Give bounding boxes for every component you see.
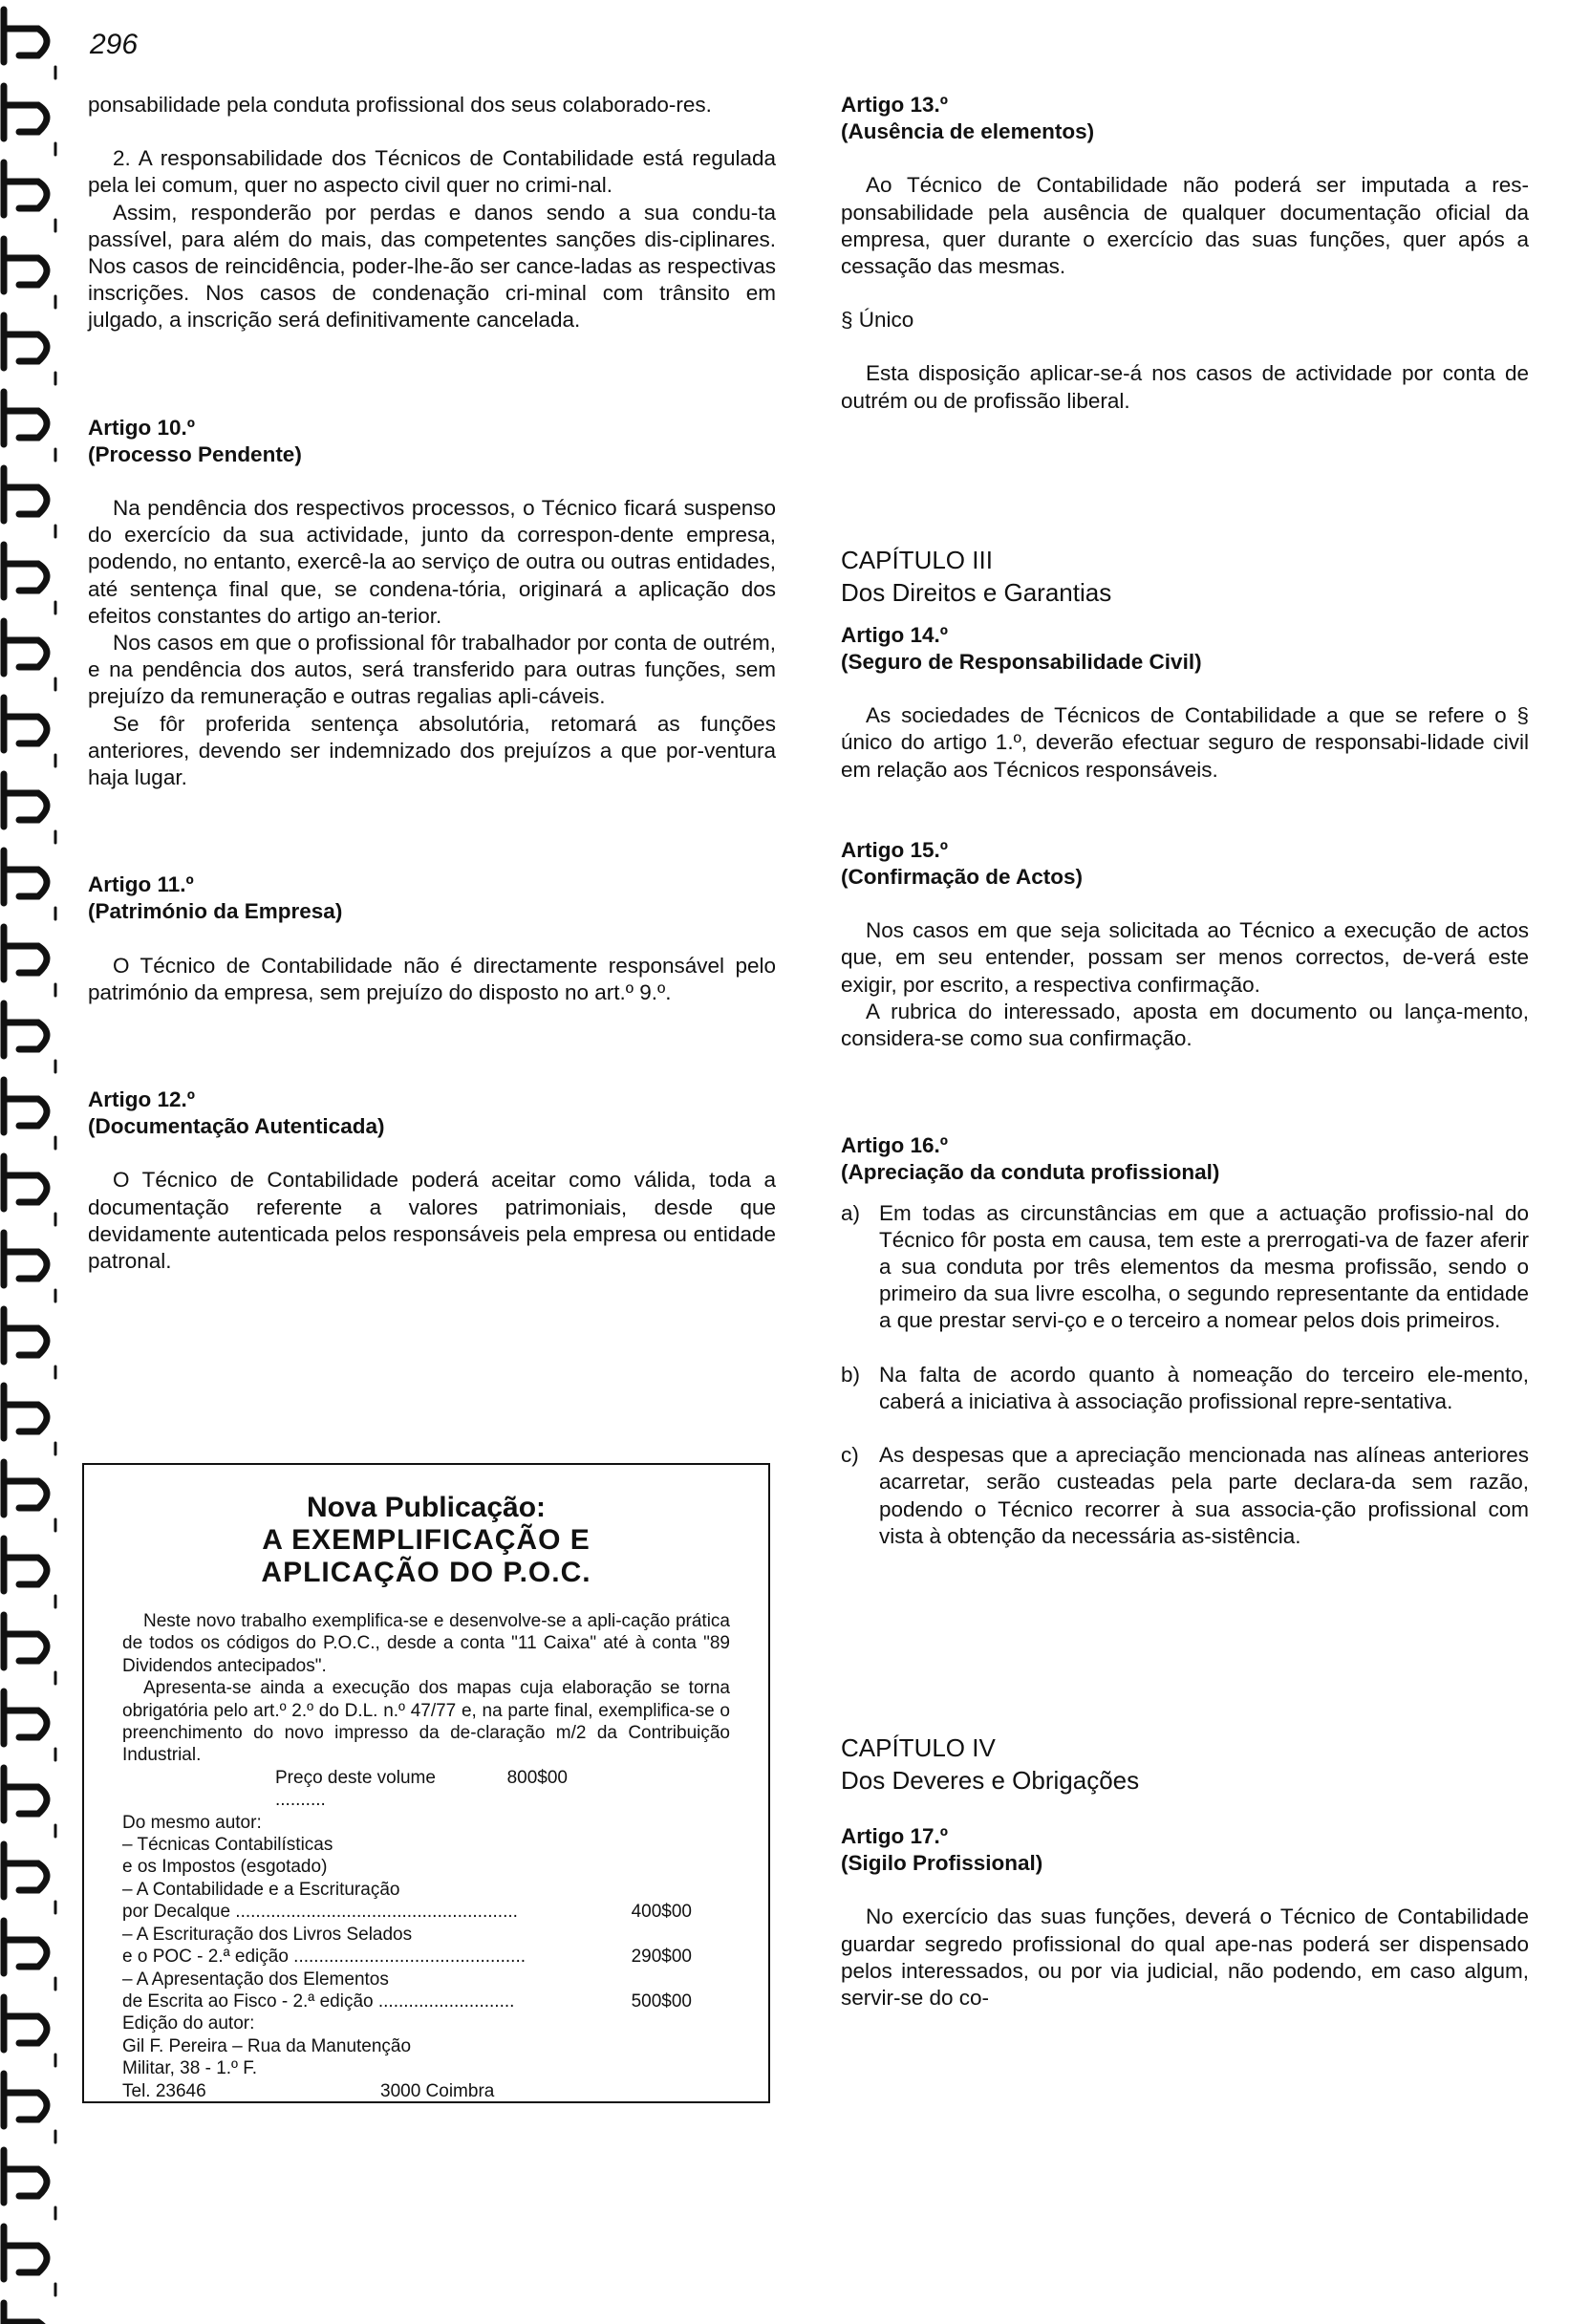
binding-loop bbox=[4, 1615, 47, 1668]
ad-subtitle: A EXEMPLIFICAÇÃO E bbox=[262, 1524, 591, 1556]
paragraph: Na pendência dos respectivos processos, o Técnico ficará suspenso do exercício da sua actividade, junto da correspon-dente empresa, podendo, no entanto, exercê-la ao serviço de outra ou outras entidades, até sentença final que, se condena-tória, originará a aplicação dos efeitos constantes do artigo an-terior. bbox=[88, 496, 776, 628]
article-title: (Documentação Autenticada) bbox=[88, 1114, 385, 1139]
article-title: (Ausência de elementos) bbox=[841, 119, 1095, 144]
article-heading: Artigo 17.º bbox=[841, 1823, 948, 1848]
binding-loop bbox=[4, 468, 47, 521]
chapter-heading: CAPÍTULO IV bbox=[841, 1732, 996, 1762]
ad-title: Nova Publicação: bbox=[306, 1492, 547, 1523]
paragraph: Esta disposição aplicar-se-á nos casos de actividade por conta de outrém ou de profissão liberal. bbox=[841, 361, 1529, 413]
article-heading: Artigo 12.º bbox=[88, 1087, 195, 1112]
binding-loop bbox=[4, 621, 47, 674]
article-heading: Artigo 10.º bbox=[88, 415, 195, 440]
left-column bbox=[88, 92, 776, 1275]
binding-loop bbox=[4, 1156, 47, 1209]
list-item: a) Em todas as circunstâncias em que a actuação profissio-nal do Técnico fôr posta em causa, tem este a prerrogati-va de fazer aferir a sua conduta por três elementos da mesma profissão, sendo o primeiro da sua livre escolha, o segundo representante da entidade a que prestar servi-ço e o terceiro a nomear pelos dois primeiros. bbox=[841, 1200, 1529, 1333]
paragraph: Nos casos em que o profissional fôr trabalhador por conta de outrém, e na pendência dos autos, será transferido para outras funções, sem prejuízo da remuneração e outras regalias apli-cáveis. bbox=[88, 631, 776, 709]
paragraph: O Técnico de Contabilidade poderá aceitar como válida, toda a documentação referente a valores patrimoniais, desde que devidamente autenticada pelos responsáveis pela empresa ou entidade patronal. bbox=[88, 1168, 776, 1274]
binding-loop bbox=[4, 1844, 47, 1897]
binding-loop bbox=[4, 2150, 47, 2203]
binding-loop bbox=[4, 1080, 47, 1132]
binding-loop bbox=[4, 86, 47, 139]
spiral-binding bbox=[0, 0, 67, 2324]
page-number: 296 bbox=[90, 29, 139, 60]
binding-loop bbox=[4, 850, 47, 903]
binding-loop bbox=[4, 1462, 47, 1515]
edition-label: Edição do autor: bbox=[122, 2013, 255, 2034]
binding-loop bbox=[4, 1539, 47, 1591]
paragraph: No exercício das suas funções, deverá o Técnico de Contabilidade guardar segredo profissional do qual ape-nas poderá ser dispensado pelos interessados, ou por via judicial, não podendo, em caso algum, servir-se do co- bbox=[841, 1904, 1529, 2010]
address-line: Militar, 38 - 1.º F. bbox=[122, 2058, 258, 2079]
article-title: (Sigilo Profissional) bbox=[841, 1851, 1043, 1876]
ad-paragraph: Apresenta-se ainda a execução dos mapas cuja elaboração se torna obrigatória pelo art.º 2.º do D.L. n.º 47/77 e, na parte final, exemplifica-se o preenchimento do novo impresso da de-claração m/2 da Contribuição Industrial. bbox=[122, 1678, 730, 1766]
paragraph: Nos casos em que seja solicitada ao Técnico a execução de actos que, em seu entender, possam ser menos correctos, de-verá este exigir, por escrito, a respectiva confirmação. bbox=[841, 918, 1529, 997]
book-entry: – A Apresentação dos Elementos bbox=[122, 1969, 389, 1990]
binding-loop bbox=[4, 545, 47, 597]
binding-loop bbox=[4, 239, 47, 291]
paragraph: Ao Técnico de Contabilidade não poderá ser imputada a res-ponsabilidade pela ausência de qualquer documentação oficial da empresa, quer durante o exercício das suas funções, quer após a cessação das mesmas. bbox=[841, 173, 1529, 279]
address-line: Gil F. Pereira – Rua da Manutenção bbox=[122, 2035, 412, 2056]
book-entry: – A Escrituração dos Livros Selados bbox=[122, 1924, 413, 1945]
right-column bbox=[841, 92, 1529, 2012]
section-sign: § Único bbox=[841, 308, 914, 333]
intro-paragraph: ponsabilidade pela conduta profissional dos seus colaborado-res. bbox=[88, 93, 712, 117]
binding-loop bbox=[4, 1233, 47, 1285]
book-entry: – A Contabilidade e a Escrituração bbox=[122, 1879, 400, 1900]
article-title: (Seguro de Responsabilidade Civil) bbox=[841, 650, 1202, 675]
city: 3000 Coimbra bbox=[380, 2080, 495, 2101]
price-value: 800$00 bbox=[506, 1767, 568, 1788]
paragraph: O Técnico de Contabilidade não é directamente responsável pelo património da empresa, sem prejuízo do disposto no art.º 9.º. bbox=[88, 953, 776, 1004]
chapter-title: Dos Deveres e Obrigações bbox=[841, 1765, 1140, 1795]
binding-loop bbox=[4, 774, 47, 827]
binding-loop bbox=[4, 1921, 47, 1973]
article-heading: Artigo 13.º bbox=[841, 93, 948, 117]
telephone: Tel. 23646 bbox=[122, 2080, 206, 2101]
same-author-label: Do mesmo autor: bbox=[122, 1812, 262, 1833]
ad-subtitle: APLICAÇÃO DO P.O.C. bbox=[261, 1557, 591, 1588]
book-entry: e o POC - 2.ª edição .............................................. 290$00 bbox=[122, 1947, 692, 1968]
binding-loop bbox=[4, 10, 47, 62]
paragraph: Assim, responderão por perdas e danos sendo a sua condu-ta passível, para além do mais, das competentes sanções dis-ciplinares. Nos casos de reincidência, poder-lhe-ão ser cance-ladas as respectivas inscrições. Nos casos de condenação cri-minal com trânsito em julgado, a inscrição será definitivamente cancelada. bbox=[88, 200, 776, 333]
article-title: (Processo Pendente) bbox=[88, 441, 302, 466]
binding-loop bbox=[4, 392, 47, 444]
binding-loop bbox=[4, 162, 47, 215]
book-entry: de Escrita ao Fisco - 2.ª edição ........................... 500$00 bbox=[122, 1990, 692, 2012]
binding-loop bbox=[4, 1003, 47, 1056]
book-entry: – Técnicas Contabilísticas bbox=[122, 1835, 333, 1856]
binding-loop bbox=[4, 2227, 47, 2279]
binding-loop bbox=[4, 1386, 47, 1438]
binding-loop bbox=[4, 1691, 47, 1744]
chapter-title: Dos Direitos e Garantias bbox=[841, 577, 1112, 607]
article-heading: Artigo 14.º bbox=[841, 622, 948, 647]
list-item: b) Na falta de acordo quanto à nomeação do terceiro ele-mento, caberá a iniciativa à associação profissional repre-sentativa. bbox=[841, 1362, 1529, 1413]
paragraph: A rubrica do interessado, aposta em documento ou lança-mento, considera-se como sua confirmação. bbox=[841, 999, 1529, 1051]
paragraph: Se fôr proferida sentença absolutória, retomará as funções anteriores, devendo ser indemnizado dos prejuízos a que por-ventura haja lugar. bbox=[88, 711, 776, 790]
binding-loop bbox=[4, 1768, 47, 1820]
binding-loop bbox=[4, 1997, 47, 2050]
binding-loop bbox=[4, 1309, 47, 1362]
contact-row bbox=[122, 2080, 730, 2102]
binding-loop bbox=[4, 927, 47, 979]
article-heading: Artigo 11.º bbox=[88, 872, 194, 897]
book-entry: e os Impostos (esgotado) bbox=[122, 1857, 328, 1878]
list-item: c) As despesas que a apreciação mencionada nas alíneas anteriores acarretar, serão custeadas pela parte declara-da sem razão, podendo o Técnico recorrer à sua associa-ção profissional com vista à obtenção da necessária as-sistência. bbox=[841, 1443, 1529, 1548]
publication-advertisement bbox=[82, 1463, 770, 2103]
paragraph: 2. A responsabilidade dos Técnicos de Contabilidade está regulada pela lei comum, quer no aspecto civil quer no crimi-nal. bbox=[88, 146, 776, 198]
article-title: (Apreciação da conduta profissional) bbox=[841, 1160, 1220, 1185]
paragraph: As sociedades de Técnicos de Contabilidade a que se refere o § único do artigo 1.º, deverão efectuar seguro de responsabi-lidade civil em relação aos Técnicos responsáveis. bbox=[841, 703, 1529, 782]
article-heading: Artigo 15.º bbox=[841, 837, 948, 862]
price-row: Preço deste volume .......... 800$00 bbox=[275, 1767, 568, 1811]
binding-loop bbox=[4, 2303, 47, 2324]
article-heading: Artigo 16.º bbox=[841, 1133, 948, 1158]
article-title: (Património da Empresa) bbox=[88, 899, 343, 924]
binding-loop bbox=[4, 698, 47, 750]
binding-loop bbox=[4, 315, 47, 368]
article-title: (Confirmação de Actos) bbox=[841, 865, 1083, 890]
book-entry: por Decalque ........................................................ 400$00 bbox=[122, 1902, 692, 1923]
binding-loop bbox=[4, 2074, 47, 2126]
ad-paragraph: Neste novo trabalho exemplifica-se e desenvolve-se a apli-cação prática de todos os códigos do P.O.C., desde a conta "11 Caixa" até à conta "89 Dividendos antecipados". bbox=[122, 1611, 730, 1676]
chapter-heading: CAPÍTULO III bbox=[841, 545, 993, 574]
